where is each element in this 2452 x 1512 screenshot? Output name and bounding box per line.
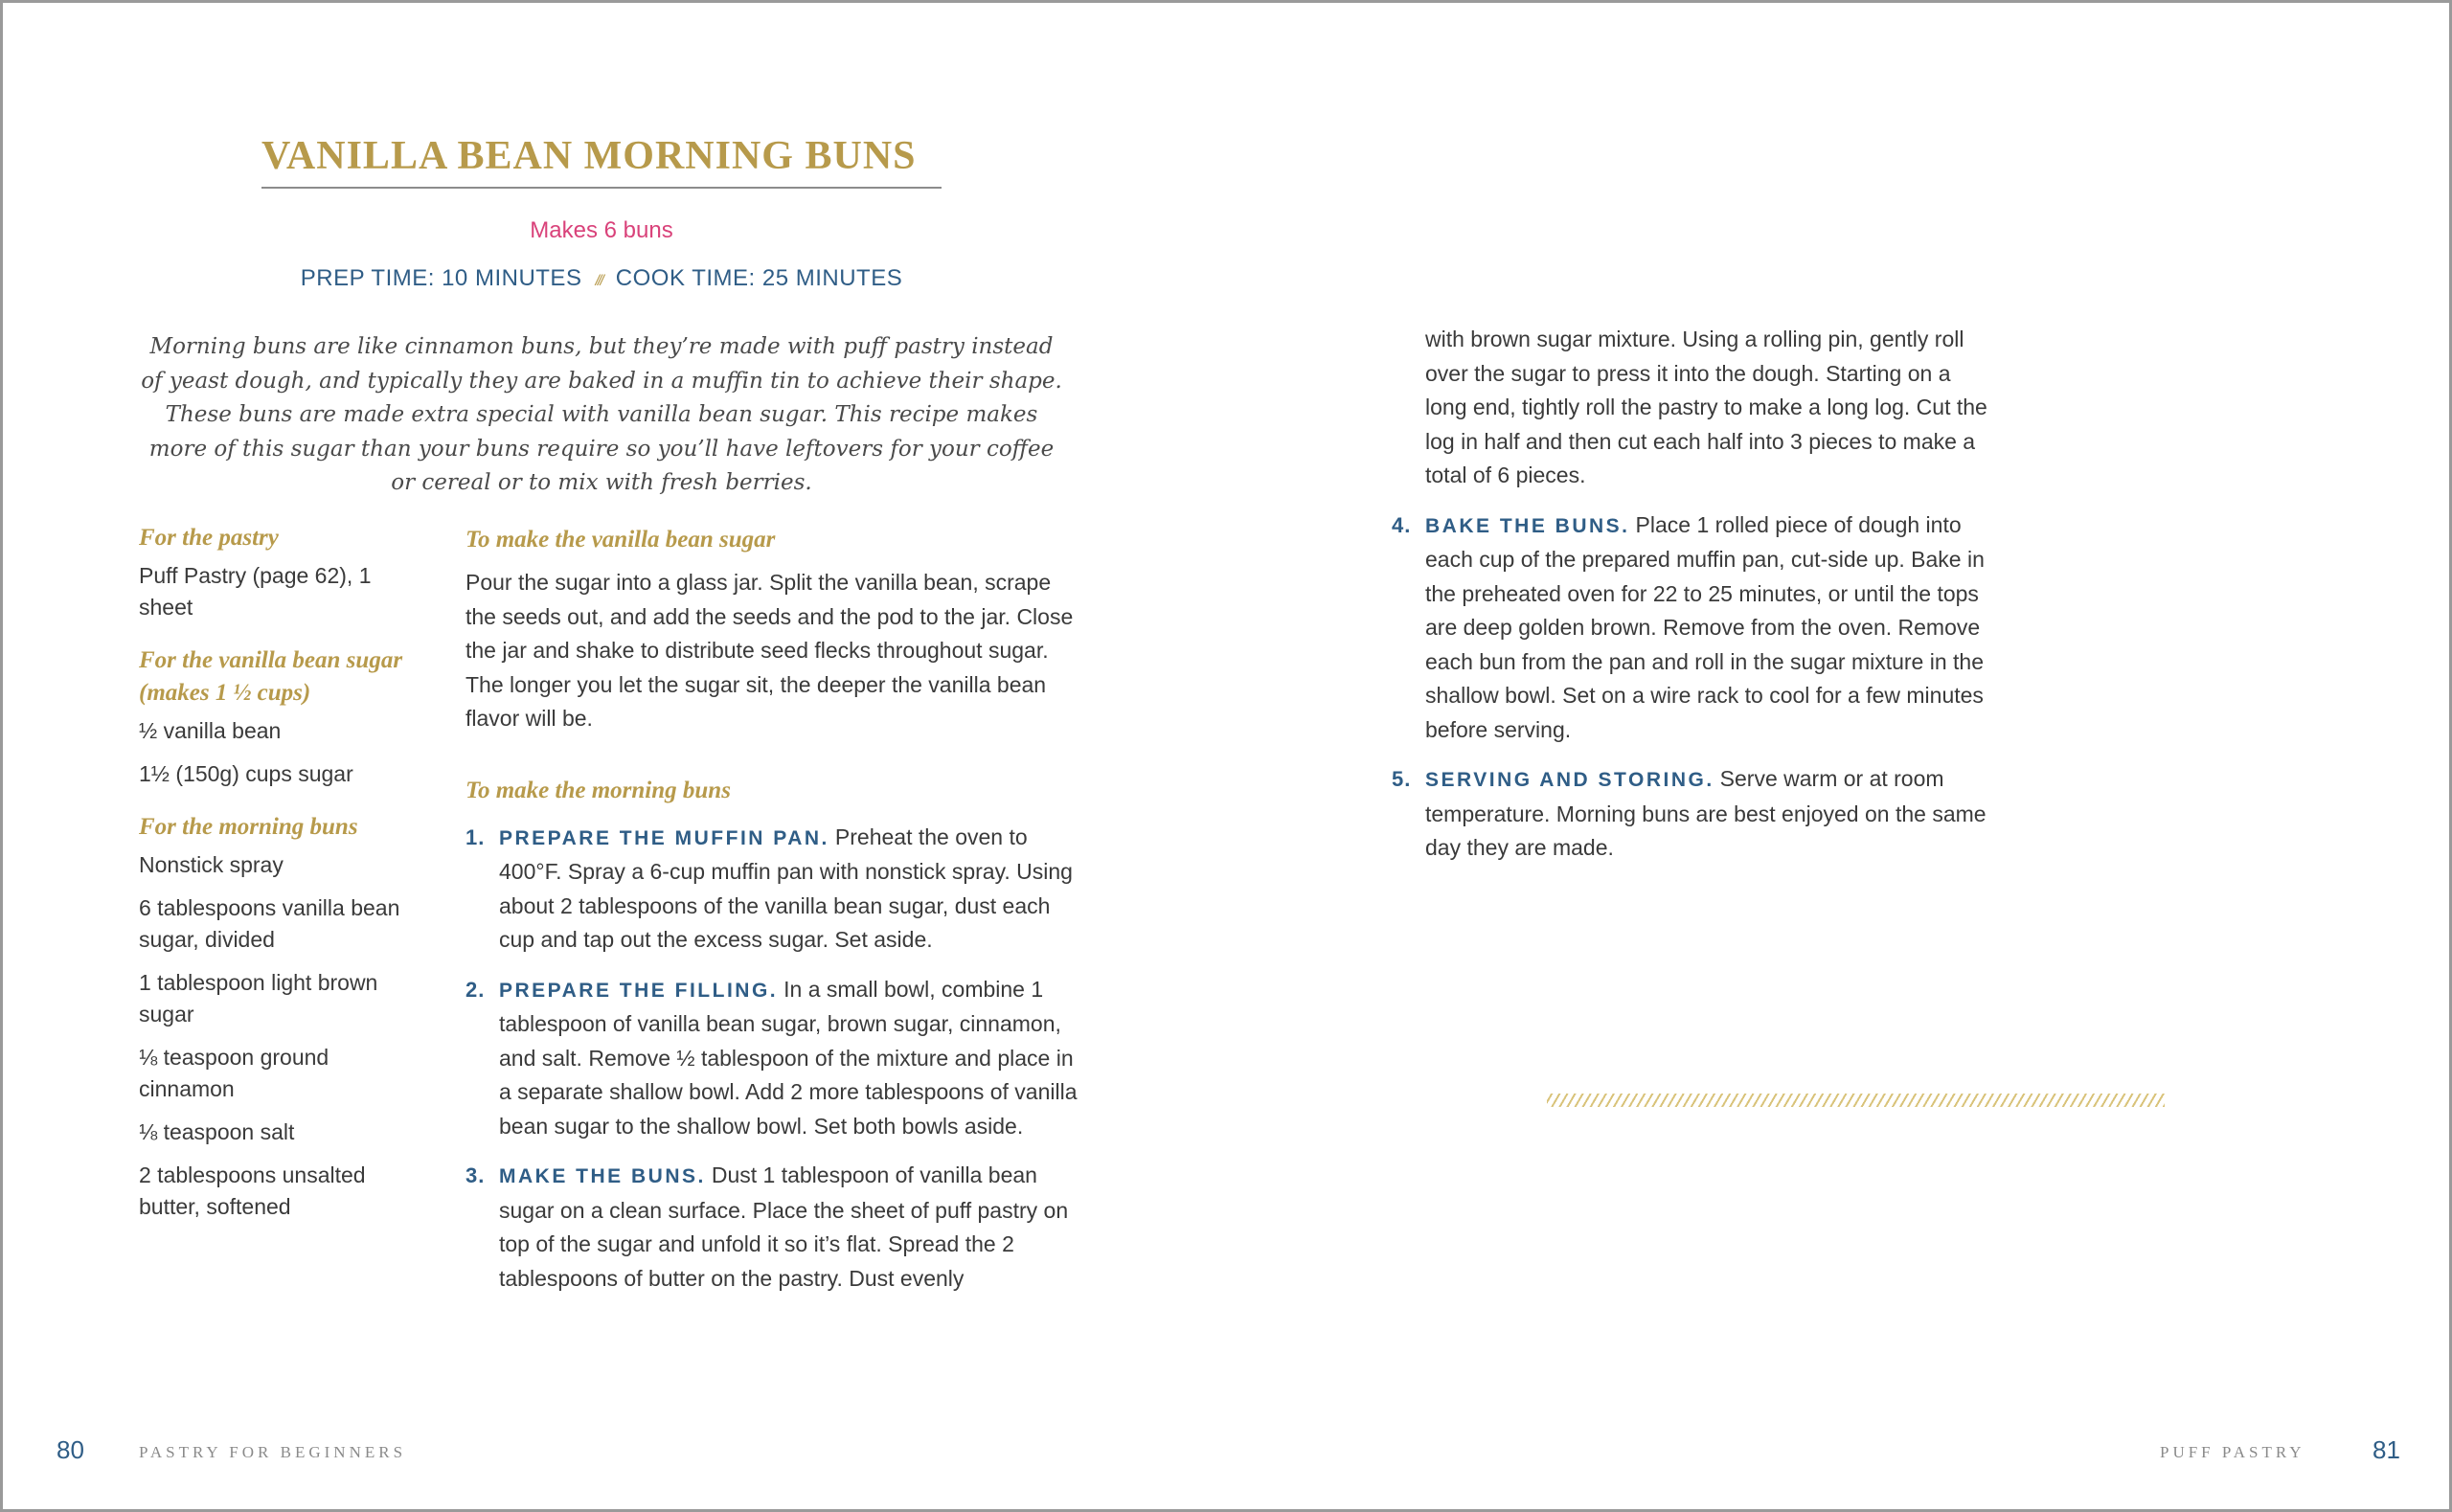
cook-time: COOK TIME: 25 MINUTES <box>615 265 903 291</box>
ingredient-heading: For the morning buns <box>139 814 358 840</box>
ingredient-item: Nonstick spray <box>139 852 284 877</box>
step-3-continued: with brown sugar mixture. Using a rolling pin, gently roll over the sugar to press it into the dough. Starting on a long end, tightly roll the pastry to make a long log. Cut the log in half and then cut each half into 3 pieces to make a total of 6 pieces. <box>1425 327 1987 487</box>
step-number: 1. <box>465 824 486 849</box>
recipe-yield: Makes 6 buns <box>530 217 673 243</box>
step-text: Place 1 rolled piece of dough into each cup of the prepared muffin pan, cut-side up. Bake in the preheated oven for 22 to 25 minutes, or until the tops are deep golden brown. Remove from the oven. Remove each bun from the pan and roll in the sugar mixture in the shallow bowl. Set on a wire rack to cool for a few minutes before serving. <box>1425 511 1985 742</box>
ingredients-column <box>139 522 426 1244</box>
ingredient-item: ⅛ teaspoon salt <box>139 1119 295 1144</box>
method-step <box>1392 762 1990 866</box>
time-separator: /// <box>595 273 602 289</box>
step-lead: MAKE THE BUNS. <box>499 1165 706 1187</box>
right-page-number: 81 <box>2373 1435 2400 1464</box>
step-number: 4. <box>1392 512 1412 537</box>
method-step <box>465 973 1078 1144</box>
prep-time: PREP TIME: 10 MINUTES <box>300 265 582 291</box>
ingredient-item: 1½ (150g) cups sugar <box>139 761 353 786</box>
right-running-head: PUFF PASTRY <box>2160 1443 2305 1461</box>
method-step <box>1392 508 1990 748</box>
left-page-number: 80 <box>57 1435 84 1464</box>
step-text: Dust 1 tablespoon of vanilla bean sugar on a clean surface. Place the sheet of puff pastry on top of the sugar and unfold it so it’s flat. Spread the 2 tablespoons of butter on the pastry. Dust evenly <box>499 1162 1069 1291</box>
ingredient-item: 2 tablespoons unsalted butter, softened <box>139 1162 366 1219</box>
ingredient-item: ⅛ teaspoon ground cinnamon <box>139 1045 329 1101</box>
step-text: Serve warm or at room temperature. Morning buns are best enjoyed on the same day they are made. <box>1425 766 1987 860</box>
method-heading-buns: To make the morning buns <box>465 777 731 803</box>
decorative-hatch-rule <box>1547 1094 2165 1107</box>
ingredient-group-morning-buns <box>139 811 426 1223</box>
step-number: 2. <box>465 977 486 1002</box>
ingredient-item: 6 tablespoons vanilla bean sugar, divided <box>139 895 400 952</box>
ingredient-item: 1 tablespoon light brown sugar <box>139 970 378 1027</box>
method-step <box>465 821 1078 958</box>
method-column <box>465 522 1078 1311</box>
step-text: In a small bowl, combine 1 tablespoon of vanilla bean sugar, brown sugar, cinnamon, and salt. Remove ½ tablespoon of the mixture and place in a separate shallow bowl. Add 2 more tablespoons of vanilla bean sugar to the shallow bowl. Set both bowls aside. <box>499 976 1078 1139</box>
method-steps <box>465 821 1078 1297</box>
ingredient-group-pastry <box>139 522 426 623</box>
step-lead: BAKE THE BUNS. <box>1425 514 1630 537</box>
step-text: Preheat the oven to 400°F. Spray a 6-cup muffin pan with nonstick spray. Using about 2 tablespoons of the vanilla bean sugar, dust each cup and tap out the excess sugar. Set aside. <box>499 824 1073 952</box>
ingredient-item: ½ vanilla bean <box>139 718 282 743</box>
step-number: 3. <box>465 1163 486 1187</box>
step-number: 5. <box>1392 767 1412 791</box>
method-steps-right <box>1392 508 1990 866</box>
ingredient-heading: For the pastry <box>139 525 279 551</box>
ingredient-group-vanilla-sugar <box>139 644 426 790</box>
method-heading-sugar: To make the vanilla bean sugar <box>465 527 776 553</box>
method-column-right <box>1392 323 1990 881</box>
recipe-title: VANILLA BEAN MORNING BUNS <box>261 134 917 178</box>
method-sugar-text: Pour the sugar into a glass jar. Split the vanilla bean, scrape the seeds out, and add the seeds and the pod to the jar. Close the jar and shake to distribute seed flecks throughout sugar. The longer you let the sugar sit, the deeper the vanilla bean flavor will be. <box>465 570 1074 731</box>
ingredient-item: Puff Pastry (page 62), 1 sheet <box>139 563 372 620</box>
ingredient-heading: For the vanilla bean sugar (makes 1 ½ cups) <box>139 647 403 706</box>
step-lead: PREPARE THE FILLING. <box>499 979 779 1002</box>
left-running-head: PASTRY FOR BEGINNERS <box>139 1443 407 1461</box>
step-lead: PREPARE THE MUFFIN PAN. <box>499 826 829 849</box>
recipe-intro: Morning buns are like cinnamon buns, but they’re made with puff pastry instead of yeast dough, and typically they are baked in a muffin tin to achieve their shape. These buns are made extra special with vanilla bean sugar. This recipe makes more of this sugar than your buns require so you’ll have leftovers for your coffee or cereal or to mix with fresh berries. <box>141 334 1062 495</box>
method-step <box>465 1159 1078 1296</box>
title-underline <box>261 187 942 189</box>
recipe-times <box>261 265 942 292</box>
step-lead: SERVING AND STORING. <box>1425 769 1714 791</box>
